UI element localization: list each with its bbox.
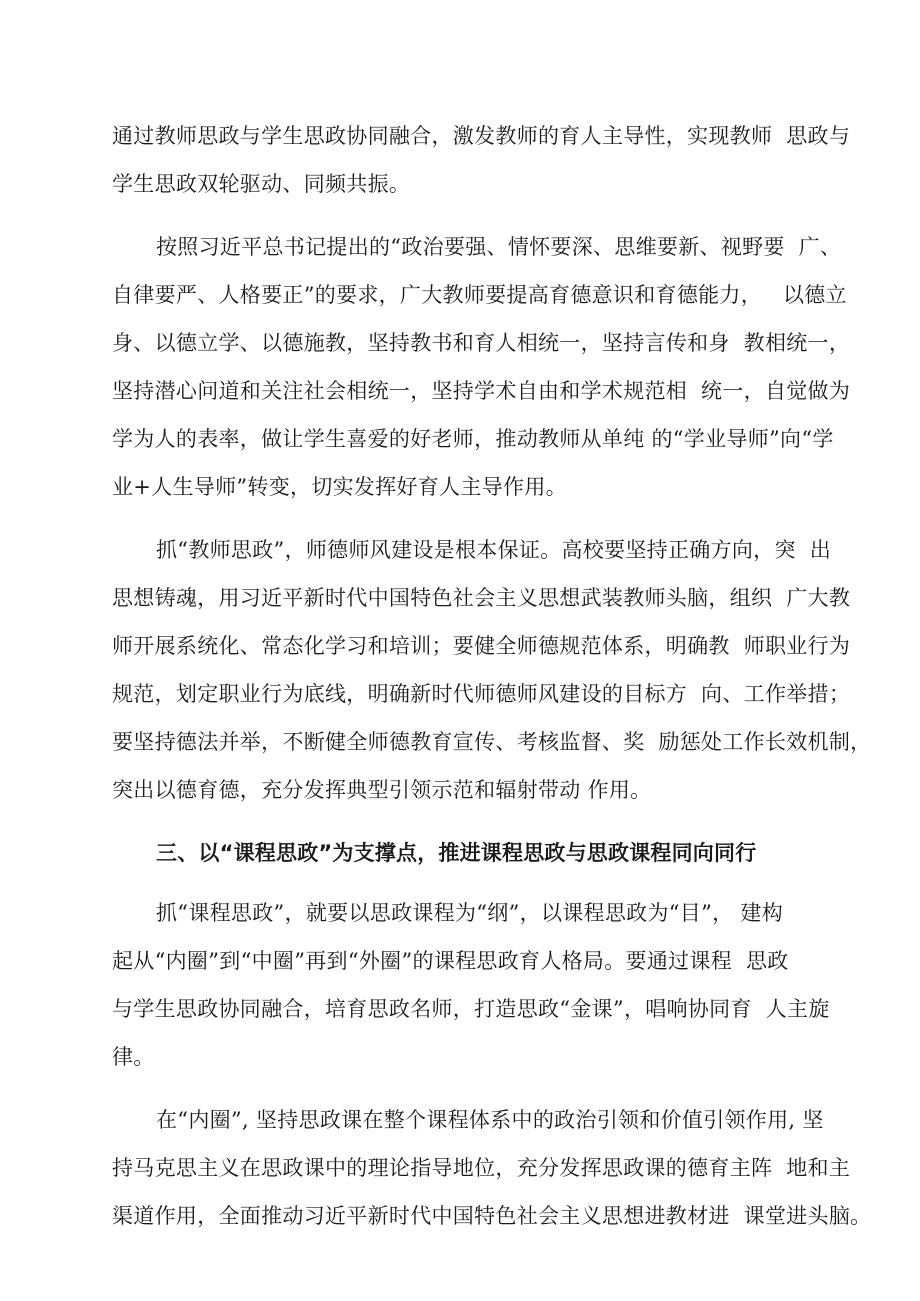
paragraph-line: 渠道作用，全面推动习近平新时代中国特色社会主义思想进教材进 课堂进头脑。 — [112, 1204, 872, 1228]
paragraph-line: 自律要严、人格要正”的要求，广大教师要提高育德意识和育德能力， 以德立 — [112, 283, 847, 307]
paragraph-line: 学生思政双轮驱动、同频共振。 — [112, 172, 411, 196]
paragraph-line: 坚持潜心问道和关注社会相统一，坚持学术自由和学术规范相 统一，自觉做为 — [112, 379, 851, 403]
paragraph-line: 学为人的表率，做让学生喜爱的好老师，推动教师从单纯 的“学业导师”向“学 — [112, 427, 834, 451]
paragraph-line: 在“内圈”, 坚持思政课在整个课程体系中的政治引领和价值引领作用, 坚 — [156, 1108, 824, 1132]
paragraph-line: 持马克思主义在思政课中的理论指导地位，充分发挥思政课的德育主阵 地和主 — [112, 1156, 851, 1180]
paragraph-line: 突出以德育德，充分发挥典型引领示范和辐射带动 作用。 — [112, 778, 652, 802]
paragraph-line: 身、以德立学、以德施教，坚持教书和育人相统一，坚持言传和身 教相统一， — [112, 331, 851, 355]
paragraph-line: 起从“内圈”到“中圈”再到“外圈”的课程思政育人格局。要通过课程 思政 — [112, 949, 789, 973]
paragraph-line: 规范，划定职业行为底线，明确新时代师德师风建设的目标方 向、工作举措； — [112, 682, 851, 706]
paragraph-line: 通过教师思政与学生思政协同融合，激发教师的育人主导性，实现教师 思政与 — [112, 124, 851, 148]
paragraph-line: 与学生思政协同融合，培育思政名师，打造思政“金课”，唱响协同育 人主旋 — [112, 997, 830, 1021]
section-heading: 三、以“课程思政”为支撑点，推进课程思政与思政课程同向同行 — [156, 841, 757, 865]
paragraph-line: 按照习近平总书记提出的“政治要强、情怀要深、思维要新、视野要 广、 — [156, 235, 842, 259]
paragraph-line: 思想铸魂，用习近平新时代中国特色社会主义思想武装教师头脑，组织 广大教 — [112, 586, 851, 610]
paragraph-line: 抓“课程思政”，就要以思政课程为“纲”，以课程思政为“目”， 建构 — [156, 901, 783, 925]
paragraph-line: 师开展系统化、常态化学习和培训；要健全师德规范体系，明确教 师职业行为 — [112, 634, 851, 658]
paragraph-line: 业+人生导师”转变，切实发挥好育人主导作用。 — [112, 475, 567, 499]
paragraph-line: 律。 — [112, 1045, 155, 1069]
paragraph-line: 抓“教师思政”，师德师风建设是根本保证。高校要坚持正确方向，突 出 — [156, 538, 832, 562]
paragraph-line: 要坚持德法并举，不断健全师德教育宣传、考核监督、奖 励惩处工作长效机制， — [112, 730, 872, 754]
